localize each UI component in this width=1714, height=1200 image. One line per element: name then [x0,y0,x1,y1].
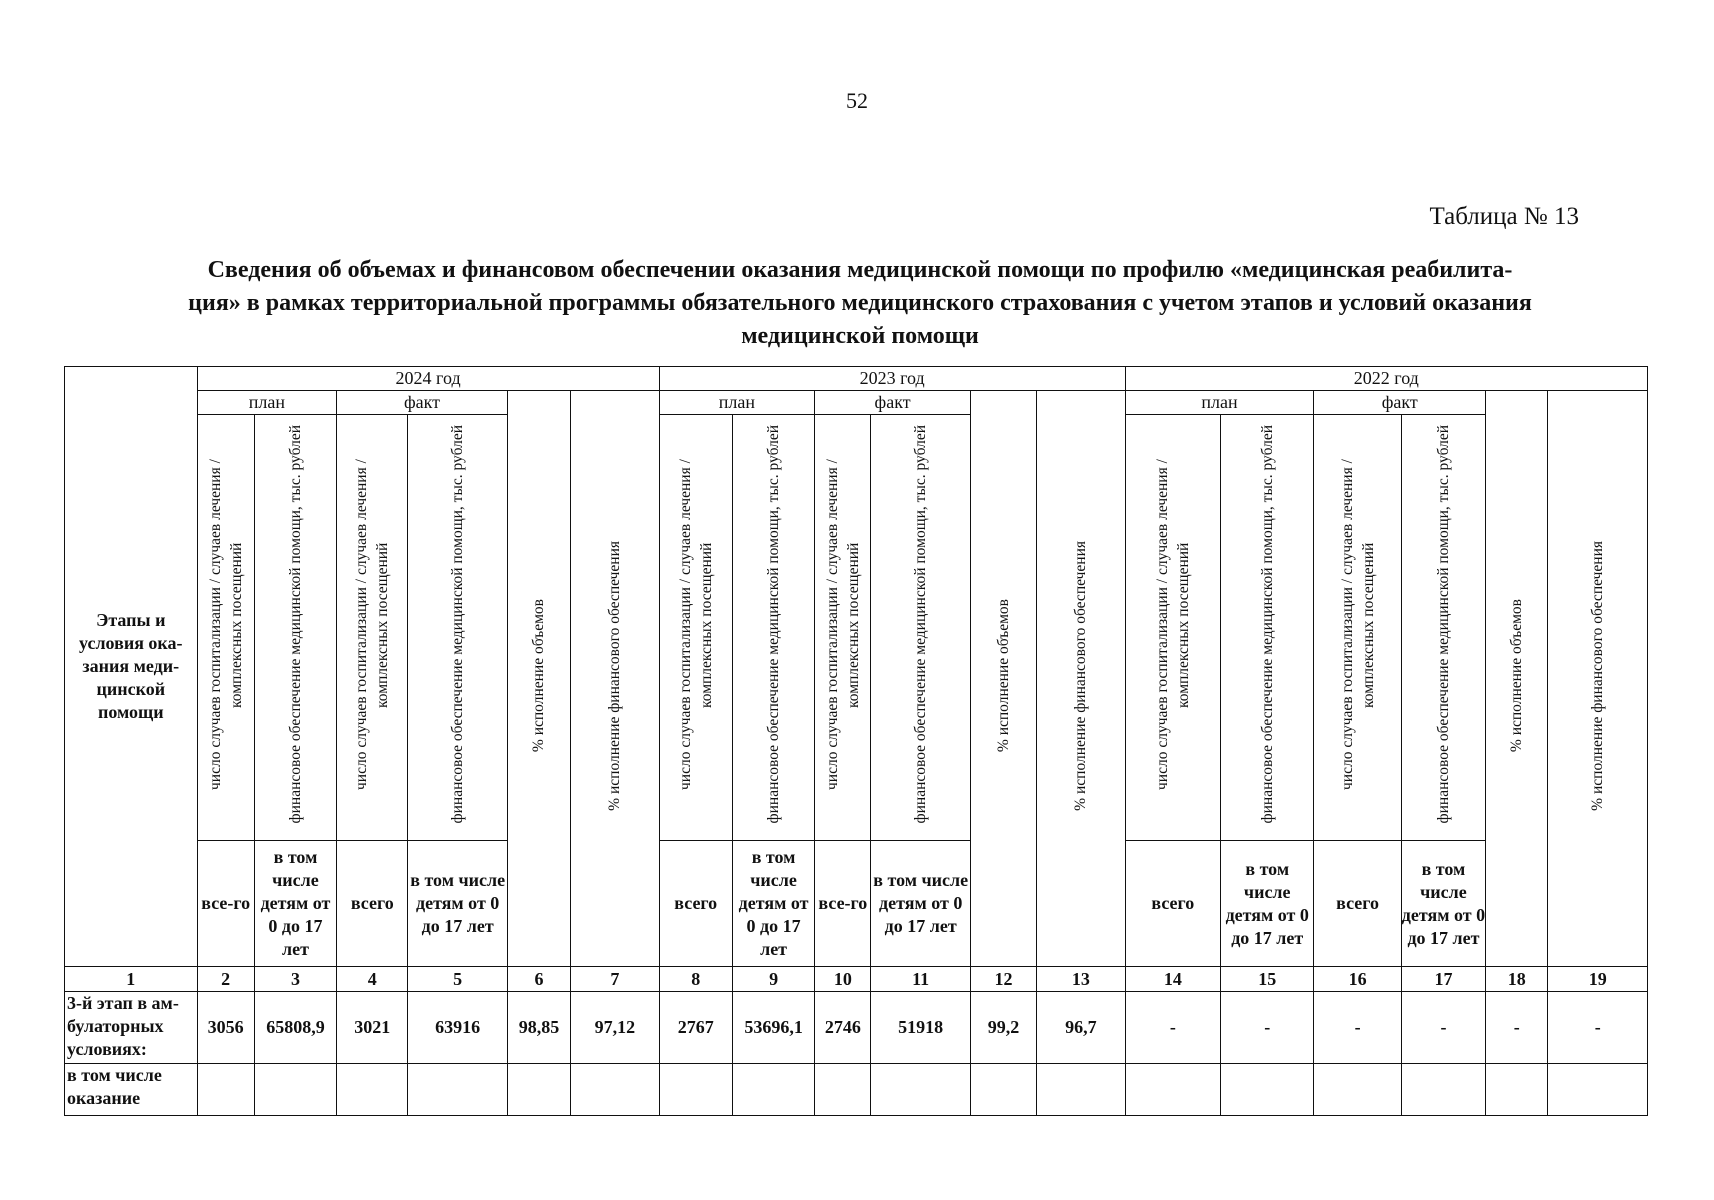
table-cell: - [1221,992,1314,1064]
sub-children-fact-2023: в том числе детям от 0 до 17 лет [871,841,970,967]
pct-finance-2024: % исполнение финансового обеспечения [571,391,659,967]
fact-2022: факт [1314,391,1486,415]
table-cell: 53696,1 [732,992,814,1064]
sub-children-plan-2023: в том числе детям от 0 до 17 лет [732,841,814,967]
finance-plan-2022: финансовое обеспечение медицинской помощи, тыс. рублей [1221,415,1314,841]
cases-fact-2024: число случаев госпитализации / случаев лечения / комплексных посещений [337,415,408,841]
table-cell [197,1064,254,1116]
table-cell [1314,1064,1401,1116]
table-cell [1221,1064,1314,1116]
pct-volume-2023: % исполнение объемов [970,391,1036,967]
sub-total-plan-2022: всего [1125,841,1220,967]
year-2022: 2022 год [1125,367,1647,391]
sub-total-plan-2023: всего [659,841,732,967]
sub-children-fact-2024: в том числе детям от 0 до 17 лет [408,841,507,967]
plan-2022: план [1125,391,1314,415]
finance-plan-2023: финансовое обеспечение медицинской помощи, тыс. рублей [732,415,814,841]
plan-2023: план [659,391,815,415]
table-row [65,1064,1648,1116]
table-cell: 65808,9 [254,992,336,1064]
cases-plan-2022: число случаев госпитализации / случаев лечения / комплексных посещений [1125,415,1220,841]
year-2024: 2024 год [197,367,659,391]
column-number: 6 [507,967,570,992]
table-cell [254,1064,336,1116]
title-line-2: ция» в рамках территориальной программы обязательного медицинского страхования с учетом этапов и условий оказания [188,290,1532,316]
table-cell [871,1064,970,1116]
sub-total-fact-2024: всего [337,841,408,967]
table-cell [1548,1064,1648,1116]
column-number: 2 [197,967,254,992]
table-cell: 3056 [197,992,254,1064]
column-number: 13 [1037,967,1125,992]
table-cell: 2767 [659,992,732,1064]
table-cell: 63916 [408,992,507,1064]
table-cell: - [1125,992,1220,1064]
table-cell [507,1064,570,1116]
finance-fact-2022: финансовое обеспечение медицинской помощи, тыс. рублей [1401,415,1485,841]
table-cell [815,1064,871,1116]
column-number: 16 [1314,967,1401,992]
sub-total-fact-2023: все-го [815,841,871,967]
title-line-3: медицинской помощи [741,323,979,349]
report-table [64,366,1648,1116]
table-cell [1401,1064,1485,1116]
table-cell [659,1064,732,1116]
table-cell [571,1064,659,1116]
sub-total-fact-2022: всего [1314,841,1401,967]
pct-finance-2022: % исполнение финансового обеспечения [1548,391,1648,967]
pct-volume-2022: % исполнение объемов [1486,391,1548,967]
table-cell [408,1064,507,1116]
sub-children-plan-2022: в том числе детям от 0 до 17 лет [1221,841,1314,967]
column-number: 3 [254,967,336,992]
column-number: 9 [732,967,814,992]
column-number: 1 [65,967,198,992]
column-number: 10 [815,967,871,992]
column-number: 12 [970,967,1036,992]
table-cell: - [1314,992,1401,1064]
table-cell [970,1064,1036,1116]
table-cell: 98,85 [507,992,570,1064]
column-number: 18 [1486,967,1548,992]
finance-fact-2023: финансовое обеспечение медицинской помощи, тыс. рублей [871,415,970,841]
page-number: 52 [846,88,868,113]
table-cell [1486,1064,1548,1116]
table-cell: 99,2 [970,992,1036,1064]
row-label: в том числе оказание [65,1064,198,1116]
plan-2024: план [197,391,337,415]
sub-children-fact-2022: в том числе детям от 0 до 17 лет [1401,841,1485,967]
cases-fact-2022: число случаев госпитализации / случаев лечения / комплексных посещений [1314,415,1401,841]
table-cell [1037,1064,1125,1116]
column-number: 11 [871,967,970,992]
pct-finance-2023: % исполнение финансового обеспечения [1037,391,1125,967]
column-number: 17 [1401,967,1485,992]
table-cell: - [1548,992,1648,1064]
year-2023: 2023 год [659,367,1125,391]
table-cell: 96,7 [1037,992,1125,1064]
column-number-row [65,967,1648,992]
document-title [120,254,1600,353]
table-cell: - [1401,992,1485,1064]
table-row [65,992,1648,1064]
fact-2023: факт [815,391,971,415]
table-cell: 51918 [871,992,970,1064]
table-cell: 3021 [337,992,408,1064]
column-number: 8 [659,967,732,992]
cases-plan-2024: число случаев госпитализации / случаев лечения / комплексных посещений [197,415,254,841]
column-number: 19 [1548,967,1648,992]
row-label: 3-й этап в ам-булаторных условиях: [65,992,198,1064]
table-cell: 97,12 [571,992,659,1064]
stub-header: Этапы и условия ока-зания меди-цинской помощи [65,367,198,967]
cases-fact-2023: число случаев госпитализации / случаев лечения / комплексных посещений [815,415,871,841]
table-cell [337,1064,408,1116]
table-label: Таблица № 13 [1429,203,1579,230]
column-number: 14 [1125,967,1220,992]
finance-fact-2024: финансовое обеспечение медицинской помощи, тыс. рублей [408,415,507,841]
sub-total-plan-2024: все-го [197,841,254,967]
table-cell: 2746 [815,992,871,1064]
title-line-1: Сведения об объемах и финансовом обеспечении оказания медицинской помощи по профилю «медицинская реабилита- [207,257,1513,283]
table-cell [1125,1064,1220,1116]
table-cell [732,1064,814,1116]
column-number: 15 [1221,967,1314,992]
column-number: 7 [571,967,659,992]
cases-plan-2023: число случаев госпитализации / случаев лечения / комплексных посещений [659,415,732,841]
table-cell: - [1486,992,1548,1064]
sub-children-plan-2024: в том числе детям от 0 до 17 лет [254,841,336,967]
pct-volume-2024: % исполнение объемов [507,391,570,967]
finance-plan-2024: финансовое обеспечение медицинской помощи, тыс. рублей [254,415,336,841]
column-number: 5 [408,967,507,992]
column-number: 4 [337,967,408,992]
fact-2024: факт [337,391,508,415]
